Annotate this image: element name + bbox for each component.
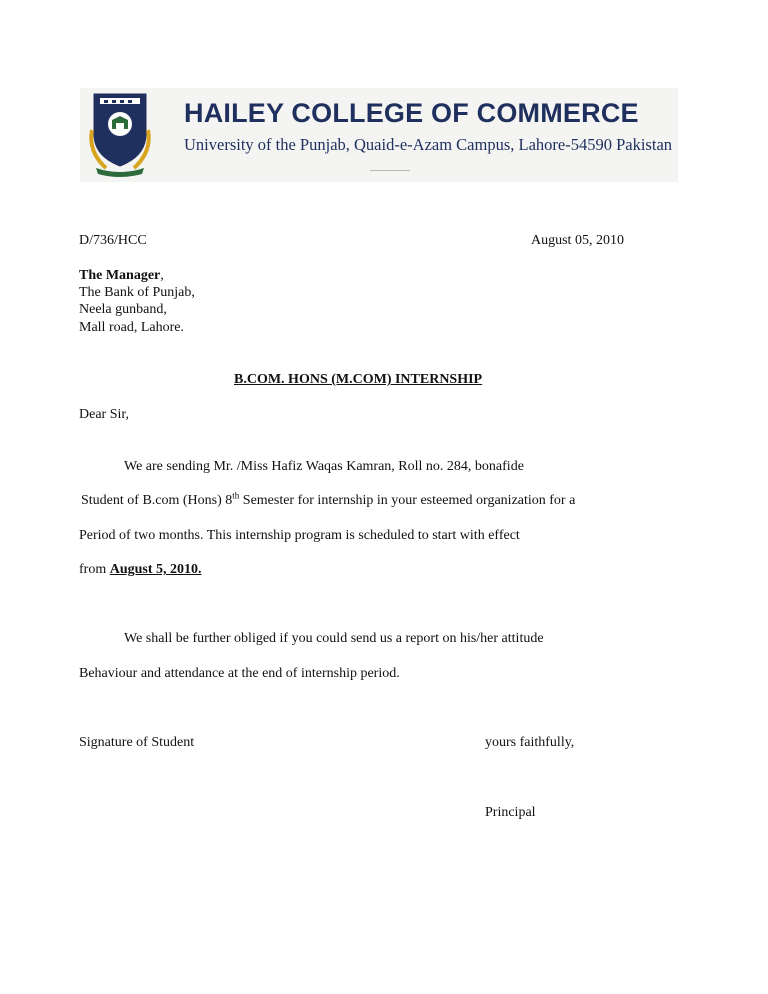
paragraph-2-line-2: Behaviour and attendance at the end of internship period.: [79, 666, 400, 681]
signatory-title: Principal: [485, 805, 536, 820]
college-name: HAILEY COLLEGE OF COMMERCE: [184, 98, 639, 128]
reference-number: D/736/HCC: [79, 233, 147, 248]
recipient-line-3: Mall road, Lahore.: [79, 320, 184, 335]
college-address: University of the Punjab, Quaid-e-Azam Campus, Lahore-54590 Pakistan: [184, 135, 673, 154]
letter-subject: B.COM. HONS (M.COM) INTERNSHIP: [234, 372, 483, 387]
paragraph-1-line-4: [79, 562, 202, 578]
college-crest-logo: [86, 90, 154, 180]
internship-start-date: August 5, 2010.: [109, 562, 202, 577]
letterhead-divider: [370, 170, 410, 171]
paragraph-1-line-1: We are sending Mr. /Miss Hafiz Waqas Kamran, Roll no. 284, bonafide: [124, 459, 524, 474]
paragraph-1-line-3: Period of two months. This internship program is scheduled to start with effect: [79, 528, 520, 543]
closing: yours faithfully,: [485, 735, 575, 750]
paragraph-1-line-4-prefix: from: [79, 562, 110, 577]
letter-date: August 05, 2010: [531, 233, 624, 248]
salutation: Dear Sir,: [79, 407, 129, 422]
recipient-line-1: The Bank of Punjab,: [79, 285, 195, 300]
letterhead: [80, 88, 678, 182]
paragraph-1-line-2: [81, 490, 576, 509]
recipient-line-2: Neela gunband,: [79, 302, 167, 317]
paragraph-1-line-2-end: Semester for internship in your esteemed organization for a: [239, 493, 576, 508]
paragraph-2-line-1: We shall be further obliged if you could send us a report on his/her attitude: [124, 631, 544, 646]
recipient-title-text: The Manager: [79, 268, 161, 283]
recipient-title: [79, 268, 164, 284]
student-signature-label: Signature of Student: [79, 735, 195, 750]
paragraph-1-line-2-start: Student of B.com (Hons) 8: [81, 493, 233, 508]
semester-ordinal-suffix: th: [232, 490, 240, 501]
recipient-title-comma: ,: [160, 268, 164, 283]
